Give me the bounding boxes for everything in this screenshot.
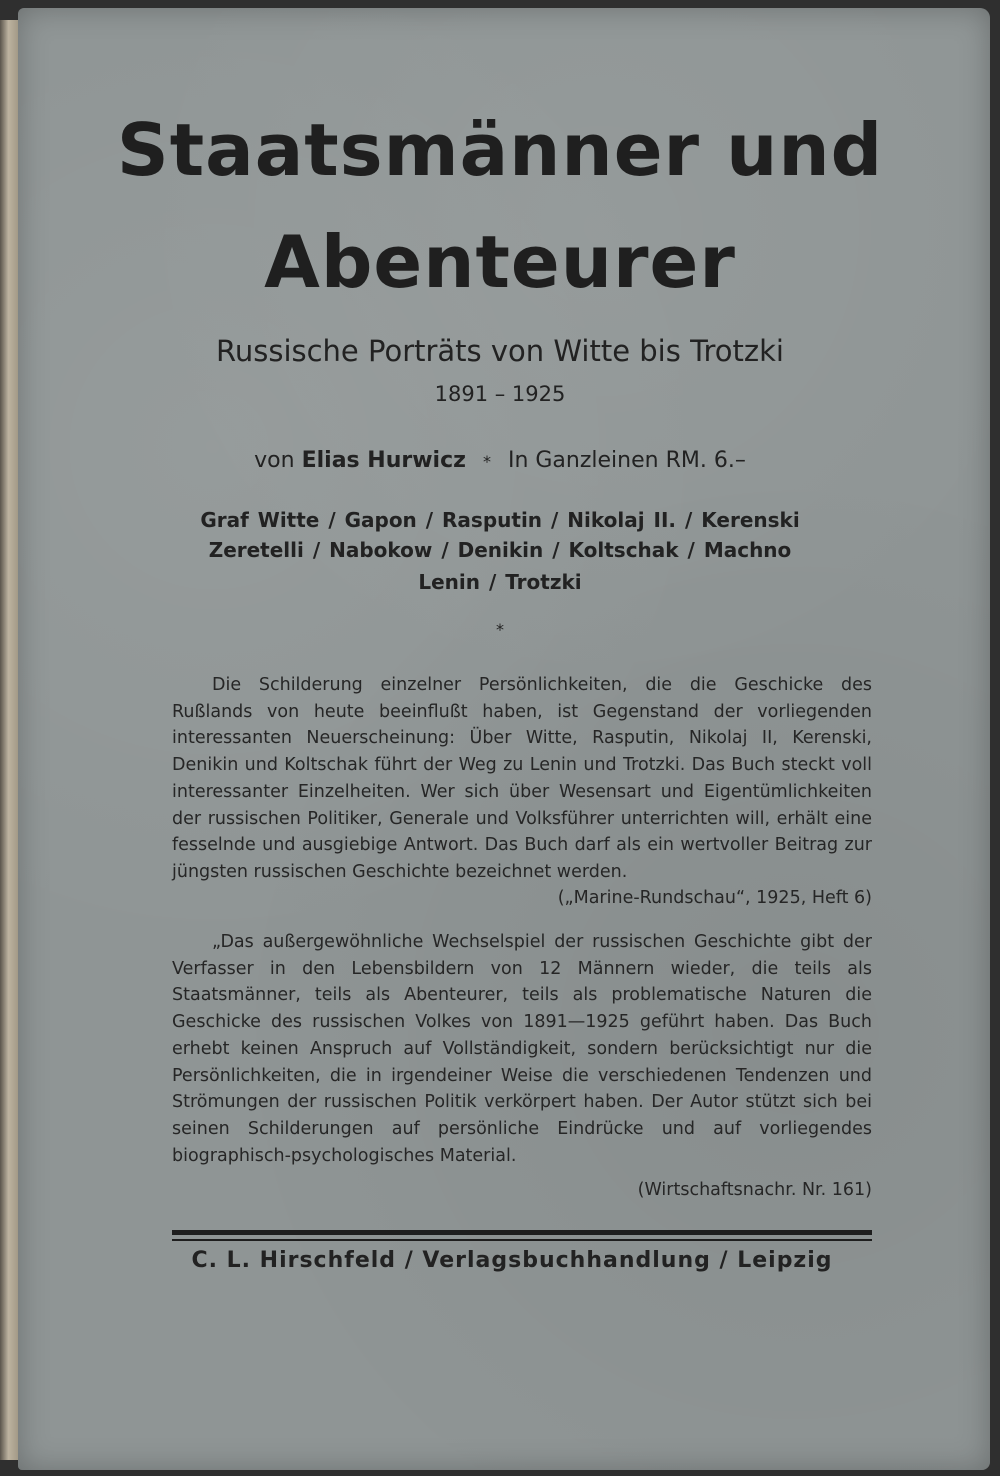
divider-rule-thick — [172, 1230, 872, 1235]
review-2-text: „Das außergewöhnliche Wechselspiel der russischen Geschichte gibt der Verfasser in den Lebensbildern von 12 Männern wieder, die teils als Staatsmänner, teils als Abenteurer, teils als problematische Naturen die Geschicke des russischen Volkes von 1891—1925 geführt haben. Das Buch erhebt keinen Anspruch auf Vollständigkeit, sondern berücksichtigt nur die Persönlichkeiten, die in irgendeiner Weise die verschiedenen Tendenzen und Strömungen der russischen Politik verkörpert haben. Der Autor stützt sich bei seinen Schilderungen auf persönliche Eindrücke und auf vorliegendes biographisch-psychologisches Material. — [172, 932, 872, 1166]
divider-rule-thin — [172, 1239, 872, 1241]
review-1-text: Die Schilderung einzelner Persönlichkeiten, die die Geschicke des Rußlands von heute beeinflußt haben, ist Gegenstand der vorliegenden interessanten Neuerscheinung: Über Witte, Rasputin, Nikolaj II, Kerenski, Denikin und Koltschak führt der Weg zu Lenin und Trotzki. Das Buch steckt voll interessanter Einzelheiten. Wer sich über Wesensart und Eigentümlichkeiten der russischen Politiker, Generale und Volksführer unterrichten will, erhält eine fesselnde und ausgiebige Antwort. Das Buch darf als ein wertvoller Beitrag zur jüngsten russischen Geschichte bezeichnet werden. — [172, 675, 872, 882]
publisher: C. L. Hirschfeld / Verlagsbuchhandlung / Leipzig — [191, 1248, 833, 1273]
author-line — [0, 448, 1000, 473]
separator-star: * — [482, 452, 491, 471]
author-prefix: von — [254, 448, 295, 473]
author-name: Elias Hurwicz — [301, 448, 466, 473]
title-line-2: Abenteurer — [264, 220, 736, 304]
title-line-1: Staatsmänner und — [116, 108, 884, 192]
price: In Ganzleinen RM. 6.– — [507, 448, 746, 473]
review-2-source: (Wirtschaftsnachr. Nr. 161) — [637, 1180, 872, 1200]
divider-star: * — [496, 620, 504, 639]
years: 1891 – 1925 — [434, 382, 566, 406]
review-1-source: („Marine-Rundschau“, 1925, Heft 6) — [557, 888, 872, 908]
names-line-2: Zeretelli / Nabokow / Denikin / Koltschak / Machno — [208, 538, 792, 562]
names-line-1: Graf Witte / Gapon / Rasputin / Nikolaj II. / Kerenski — [200, 508, 800, 532]
subtitle: Russische Porträts von Witte bis Trotzki — [216, 334, 784, 368]
names-line-3: Lenin / Trotzki — [418, 570, 582, 594]
